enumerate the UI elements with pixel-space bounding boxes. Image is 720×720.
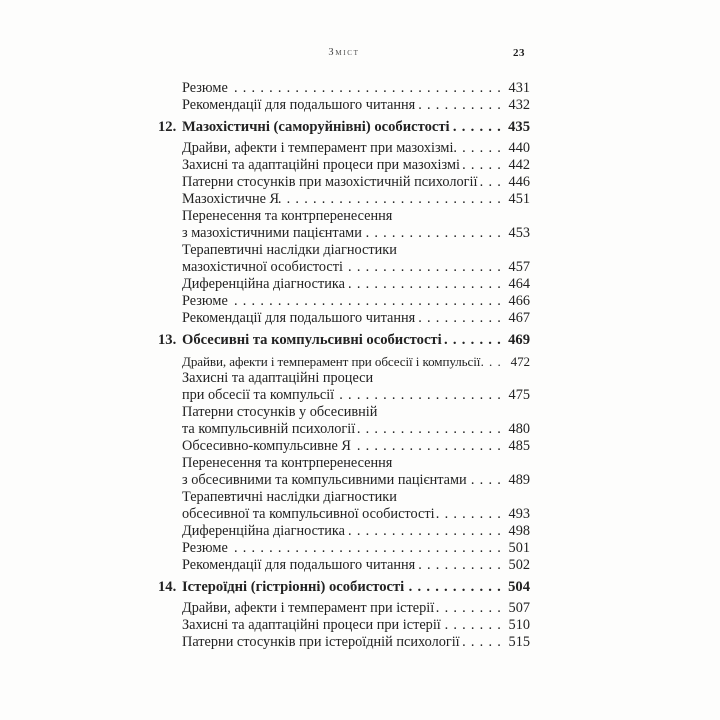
toc-entry: [182, 438, 530, 455]
entry-page-number: 446: [508, 174, 530, 190]
entry-page-number: 466: [508, 293, 530, 309]
dot-leader: [345, 276, 508, 293]
toc-entry-continuation: [182, 208, 530, 225]
toc-entry: [182, 157, 530, 174]
entry-title: мазохістичної особистості: [182, 259, 343, 275]
entry-page-number: 464: [508, 276, 530, 292]
toc-entry: [182, 540, 530, 557]
toc-entry: [182, 276, 530, 293]
dot-leader: [355, 421, 508, 438]
entry-title: Резюме: [182, 80, 228, 96]
toc-entry: [182, 293, 530, 310]
entry-title: Терапевтичні наслідки діагностики: [182, 489, 397, 505]
toc-entry: [182, 523, 530, 540]
toc-entry: [182, 259, 530, 276]
entry-page-number: 469: [508, 332, 530, 348]
dot-leader: [460, 157, 508, 174]
toc-entry: [182, 506, 530, 523]
entry-title: Захисні та адаптаційні процеси при істерії: [182, 617, 441, 633]
table-of-contents: [158, 80, 530, 651]
toc-entry: [182, 174, 530, 191]
running-title: Зміст: [328, 47, 360, 58]
chapter-title: Обсесивні та компульсивні особистості: [182, 332, 442, 348]
entry-page-number: 442: [508, 157, 530, 173]
dot-leader: [460, 634, 508, 651]
chapter-number: 12.: [158, 119, 177, 135]
entry-page-number: 457: [508, 259, 530, 275]
dot-leader: [279, 191, 508, 208]
toc-chapter-entry: [158, 332, 530, 349]
entry-title: Захисні та адаптаційні процеси при мазохізмі: [182, 157, 460, 173]
entry-page-number: 489: [508, 472, 530, 488]
entry-title: з мазохістичними пацієнтами: [182, 225, 362, 241]
dot-leader: [480, 353, 508, 370]
entry-title: Драйви, афекти і темперамент при обсесії і компульсії: [182, 354, 481, 369]
entry-page-number: 510: [508, 617, 530, 633]
entry-title: Патерни стосунків при мазохістичній психології: [182, 174, 478, 190]
dot-leader: [453, 140, 508, 157]
toc-entry: [182, 557, 530, 574]
toc-entry: [182, 225, 530, 242]
toc-chapter-entry: [158, 579, 530, 596]
entry-title: Драйви, афекти і темперамент при істерії: [182, 600, 435, 616]
dot-leader: [435, 506, 508, 523]
entry-title: Мазохістичне Я: [182, 191, 280, 207]
entry-title: Диференційна діагностика: [182, 276, 345, 292]
entry-page-number: 475: [508, 387, 530, 403]
entry-page-number: 467: [508, 310, 530, 326]
toc-entry-continuation: [182, 370, 530, 387]
entry-page-number: 431: [508, 80, 530, 96]
toc-entry: [182, 634, 530, 651]
entry-page-number: 485: [508, 438, 530, 454]
entry-page-number: 515: [508, 634, 530, 650]
entry-title: Диференційна діагностика: [182, 523, 345, 539]
entry-page-number: 451: [508, 191, 530, 207]
dot-leader: [442, 332, 508, 349]
toc-entry: [182, 617, 530, 634]
dot-leader: [345, 523, 508, 540]
running-head: [158, 47, 530, 62]
toc-entry: [182, 600, 530, 617]
chapter-title: Мазохістичні (саморуйнівні) особистості: [182, 119, 450, 135]
entry-page-number: 453: [508, 225, 530, 241]
toc-entry: [182, 310, 530, 327]
chapter-number: 13.: [158, 332, 177, 348]
entry-title: та компульсивній психології: [182, 421, 356, 437]
toc-chapter-entry: [158, 119, 530, 136]
dot-leader: [228, 540, 508, 557]
entry-title: Терапевтичні наслідки діагностики: [182, 242, 397, 258]
page-number: 23: [513, 47, 525, 59]
entry-page-number: 440: [508, 140, 530, 156]
dot-leader: [415, 97, 508, 114]
toc-entry: [182, 387, 530, 404]
entry-title: Патерни стосунків при істероїдній психології: [182, 634, 460, 650]
entry-page-number: 480: [508, 421, 530, 437]
dot-leader: [434, 600, 508, 617]
entry-page-number: 435: [508, 119, 530, 135]
entry-title: при обсесії та компульсії: [182, 387, 335, 403]
entry-title: Рекомендації для подальшого читання: [182, 557, 416, 573]
toc-entry: [182, 80, 530, 97]
entry-title: з обсесивними та компульсивними пацієнтами: [182, 472, 467, 488]
chapter-title: Істероїдні (гістріонні) особистості: [182, 579, 405, 595]
entry-page-number: 472: [510, 354, 530, 369]
entry-title: Захисні та адаптаційні процеси: [182, 370, 374, 386]
entry-title: обсесивної та компульсивної особистості: [182, 506, 435, 522]
toc-entry: [182, 421, 530, 438]
dot-leader: [343, 259, 508, 276]
toc-entry-continuation: [182, 242, 530, 259]
dot-leader: [351, 438, 508, 455]
entry-page-number: 502: [508, 557, 530, 573]
dot-leader: [441, 617, 508, 634]
dot-leader: [334, 387, 508, 404]
chapter-number: 14.: [158, 579, 177, 595]
toc-entry-continuation: [182, 404, 530, 421]
entry-title: Обсесивно-компульсивне Я: [182, 438, 351, 454]
entry-page-number: 507: [508, 600, 530, 616]
dot-leader: [415, 557, 508, 574]
toc-entry: [182, 353, 530, 370]
dot-leader: [228, 293, 508, 310]
toc-entry: [182, 140, 530, 157]
entry-page-number: 432: [508, 97, 530, 113]
entry-page-number: 501: [508, 540, 530, 556]
entry-page-number: 498: [508, 523, 530, 539]
toc-entry-continuation: [182, 455, 530, 472]
dot-leader: [477, 174, 508, 191]
entry-title: Рекомендації для подальшого читання: [182, 310, 416, 326]
dot-leader: [228, 80, 508, 97]
toc-entry: [182, 472, 530, 489]
entry-title: Перенесення та контрперенесення: [182, 455, 393, 471]
entry-title: Патерни стосунків у обсесивній: [182, 404, 378, 420]
toc-entry: [182, 97, 530, 114]
entry-title: Резюме: [182, 293, 228, 309]
dot-leader: [450, 119, 508, 136]
entry-page-number: 504: [508, 579, 530, 595]
entry-title: Перенесення та контрперенесення: [182, 208, 393, 224]
dot-leader: [415, 310, 508, 327]
dot-leader: [404, 579, 508, 596]
dot-leader: [362, 225, 508, 242]
entry-title: Драйви, афекти і темперамент при мазохізмі: [182, 140, 454, 156]
dot-leader: [467, 472, 508, 489]
entry-title: Рекомендації для подальшого читання: [182, 97, 416, 113]
toc-entry: [182, 191, 530, 208]
entry-title: Резюме: [182, 540, 228, 556]
toc-entry-continuation: [182, 489, 530, 506]
entry-page-number: 493: [508, 506, 530, 522]
